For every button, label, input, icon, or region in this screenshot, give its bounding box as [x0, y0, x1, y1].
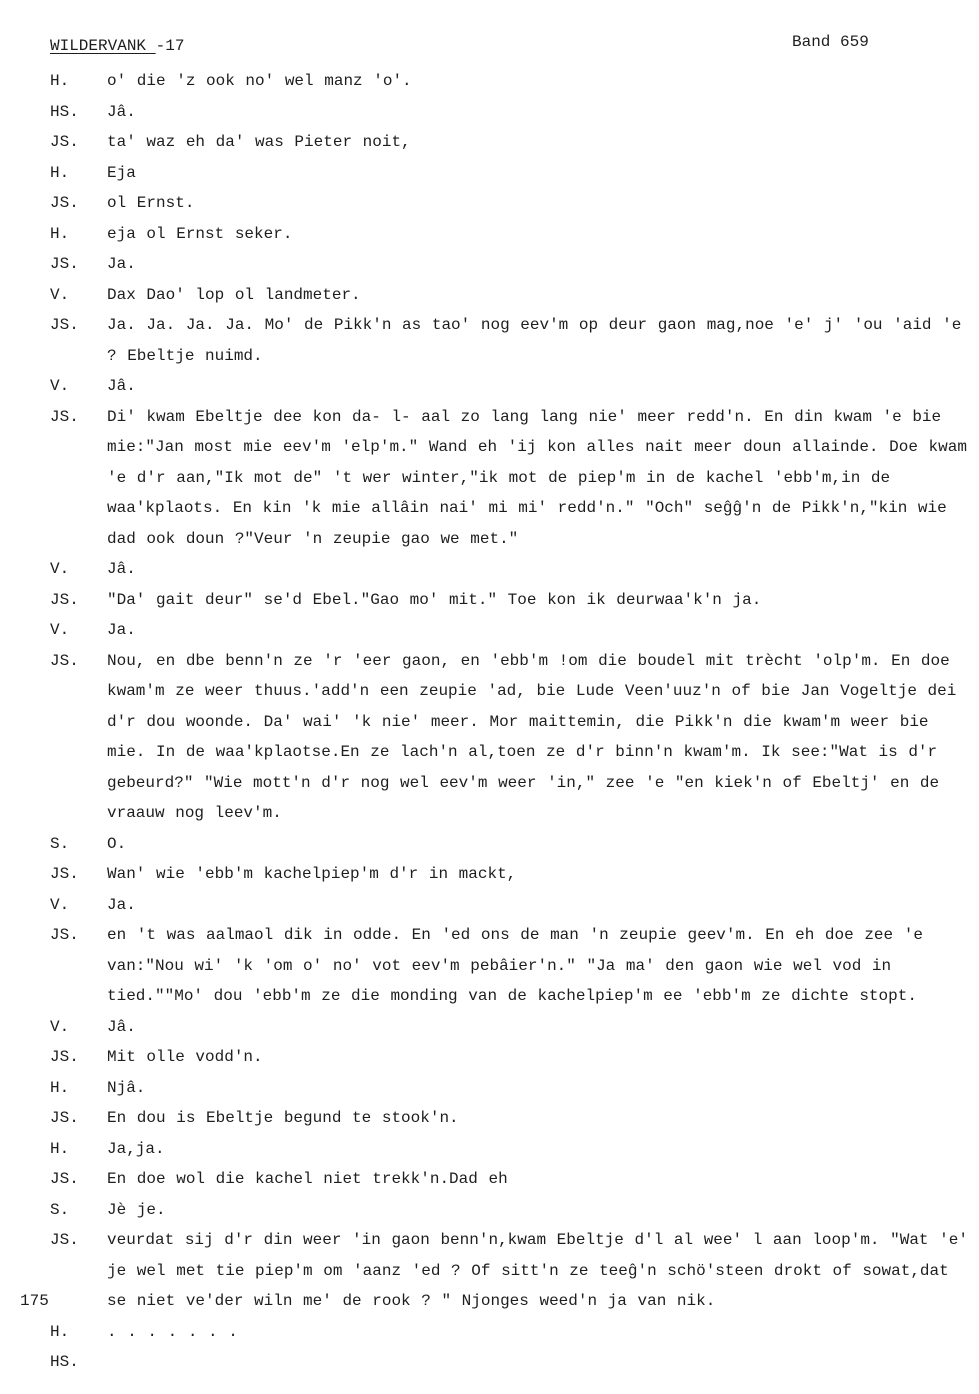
utterance-text: Ja. Ja. Ja. Ja. Mo' de Pikk'n as tao' nog eev'm op deur gaon mag,noe 'e' j' 'ou 'aid 'e ? Ebeltje nuimd.	[107, 316, 962, 365]
transcript-entry	[50, 646, 975, 829]
utterance-text: Ja.	[107, 621, 136, 639]
transcript-entry	[50, 219, 975, 250]
speaker-label: JS.	[50, 590, 79, 609]
speaker-label: V.	[50, 895, 70, 914]
document-header	[50, 37, 184, 55]
transcript-entry	[50, 1012, 975, 1043]
speaker-label: H.	[50, 1078, 70, 1097]
transcript-entry	[50, 615, 975, 646]
utterance-text: o' die 'z ook no' wel manz 'o'.	[107, 72, 412, 90]
transcript-entry	[50, 1195, 975, 1226]
utterance-text: O.	[107, 834, 127, 853]
utterance-text: Jâ.	[107, 560, 136, 578]
utterance-text: En doe wol die kachel niet trekk'n.Dad eh	[107, 1170, 508, 1188]
utterance-text: Ja,ja.	[107, 1139, 165, 1158]
speaker-label: V.	[50, 1017, 70, 1036]
transcript	[50, 66, 975, 1378]
transcript-entry	[50, 188, 975, 219]
utterance-text: ol Ernst.	[107, 194, 195, 212]
utterance-text: Jâ.	[107, 102, 136, 121]
transcript-entry	[50, 249, 975, 280]
utterance-text	[107, 1347, 975, 1378]
utterance-text: Jè je.	[107, 1200, 166, 1219]
speaker-label: H.	[50, 72, 70, 90]
speaker-label: JS.	[50, 316, 79, 334]
utterance-text: Di' kwam Ebeltje dee kon da- l- aal zo lang lang nie' meer redd'n. En din kwam 'e bie mie:"Jan most mie eev'm 'elp'm." Wand eh 'ij kon alles nait meer doun allainde. Doe kwam 'e d'r aan,"Ik mot de" 't wer winter,"ik mot de piep'm in de kachel 'ebb'm,in de waa'kplaots. En kin 'k mie allâin nai' mi mi' redd'n." "Och" seĝĝ'n de Pikk'n,"kin wie dad ook doun ?"Veur 'n zeupie gao we met."	[107, 407, 967, 548]
margin-number: 175	[20, 1292, 49, 1310]
transcript-entry	[50, 920, 975, 1012]
speaker-label: H.	[50, 163, 70, 182]
utterance-text: Jâ.	[107, 1017, 136, 1036]
speaker-label: H.	[50, 1139, 70, 1158]
transcript-entry	[50, 1134, 975, 1165]
utterance-text: eja ol Ernst seker.	[107, 224, 293, 243]
speaker-label: JS.	[50, 407, 79, 426]
transcript-entry	[50, 1347, 975, 1378]
speaker-label: JS.	[50, 255, 79, 273]
speaker-label: V.	[50, 560, 70, 578]
transcript-entry	[50, 310, 975, 371]
transcript-entry	[50, 371, 975, 402]
transcript-entry	[50, 66, 975, 97]
utterance-text: en 't was aalmaol dik in odde. En 'ed ons de man 'n zeupie geev'm. En eh doe zee 'e van:"Nou wi' 'k 'om o' no' vot eev'm pebâier'n." "Ja ma' den gaon wie wel vod in tied.""Mo' dou 'ebb'm ze die monding van de kachelpiep'm ee 'ebb'm ze dichte stopt.	[107, 926, 923, 1005]
band-label: Band 659	[792, 33, 869, 51]
page-number: -17	[155, 37, 185, 55]
transcript-entry	[50, 158, 975, 189]
transcript-entry	[50, 280, 975, 311]
utterance-text: En dou is Ebeltje begund te stook'n.	[107, 1109, 459, 1127]
transcript-entry	[50, 859, 975, 890]
speaker-label: JS.	[50, 194, 79, 212]
transcript-entry	[50, 1225, 975, 1317]
speaker-label: JS.	[50, 865, 79, 883]
transcript-entry	[50, 829, 975, 860]
speaker-label: JS.	[50, 1170, 79, 1188]
utterance-text: Jâ.	[107, 377, 136, 395]
utterance-text: "Da' gait deur" se'd Ebel."Gao mo' mit." Toe kon ik deurwaa'k'n ja.	[107, 590, 762, 609]
speaker-label: H.	[50, 224, 70, 243]
utterance-text: Eja	[107, 163, 136, 182]
speaker-label: HS.	[50, 1353, 79, 1371]
speaker-label: HS.	[50, 102, 79, 121]
speaker-label: V.	[50, 285, 70, 304]
speaker-label: JS.	[50, 1231, 79, 1249]
speaker-label: JS.	[50, 133, 79, 151]
document-title: WILDERVANK	[50, 37, 156, 55]
utterance-text: Mit olle vodd'n.	[107, 1048, 263, 1066]
utterance-text: veurdat sij d'r din weer 'in gaon benn'n,kwam Ebeltje d'l al wee' l aan loop'm. "Wat 'e' je wel met tie piep'm om 'aanz 'ed ? Of sitt'n ze teeĝ'n schö'steen drokt of sowat,dat se niet ve'der wiln me' de rook ? " Njonges weed'n ja van nik.	[107, 1231, 968, 1310]
transcript-entry	[50, 402, 975, 555]
speaker-label: H.	[50, 1322, 70, 1341]
speaker-label: JS.	[50, 1109, 79, 1127]
utterance-text: ta' waz eh da' was Pieter noit,	[107, 133, 411, 151]
transcript-entry	[50, 1164, 975, 1195]
transcript-entry	[50, 127, 975, 158]
utterance-text: Nou, en dbe benn'n ze 'r 'eer gaon, en 'ebb'm !om die boudel mit trècht 'olp'm. En doe kwam'm ze weer thuus.'add'n een zeupie 'ad, bie Lude Veen'uuz'n of bie Jan Vogeltje dei d'r dou woonde. Da' wai' 'k nie' meer. Mor maittemin, die Pikk'n die kwam'm weer bie mie. In de waa'kplaotse.En ze lach'n al,toen ze d'r binn'n kwam'm. Ik see:"Wat is d'r gebeurd?" "Wie mott'n d'r nog wel eev'm weer 'in," zee 'e "en kiek'n of Ebeltj' en de vraauw nog leev'm.	[107, 651, 957, 822]
utterance-text: Dax Dao' lop ol landmeter.	[107, 285, 361, 304]
transcript-entry	[50, 97, 975, 128]
speaker-label: S.	[50, 834, 70, 853]
utterance-text: Wan' wie 'ebb'm kachelpiep'm d'r in mackt,	[107, 865, 517, 883]
transcript-entry	[50, 1103, 975, 1134]
transcript-entry	[50, 1317, 975, 1348]
transcript-entry	[50, 890, 975, 921]
transcript-entry	[50, 554, 975, 585]
speaker-label: S.	[50, 1200, 70, 1219]
speaker-label: JS.	[50, 651, 79, 670]
speaker-label: V.	[50, 621, 70, 639]
speaker-label: JS.	[50, 1048, 79, 1066]
transcript-entry	[50, 585, 975, 616]
transcript-entry	[50, 1042, 975, 1073]
speaker-label: JS.	[50, 926, 79, 944]
utterance-text: Ja.	[107, 895, 136, 914]
utterance-text: Ja.	[107, 255, 136, 273]
speaker-label: V.	[50, 377, 70, 395]
utterance-text: Njâ.	[107, 1078, 146, 1097]
utterance-text: . . . . . . .	[107, 1322, 238, 1341]
transcript-entry	[50, 1073, 975, 1104]
